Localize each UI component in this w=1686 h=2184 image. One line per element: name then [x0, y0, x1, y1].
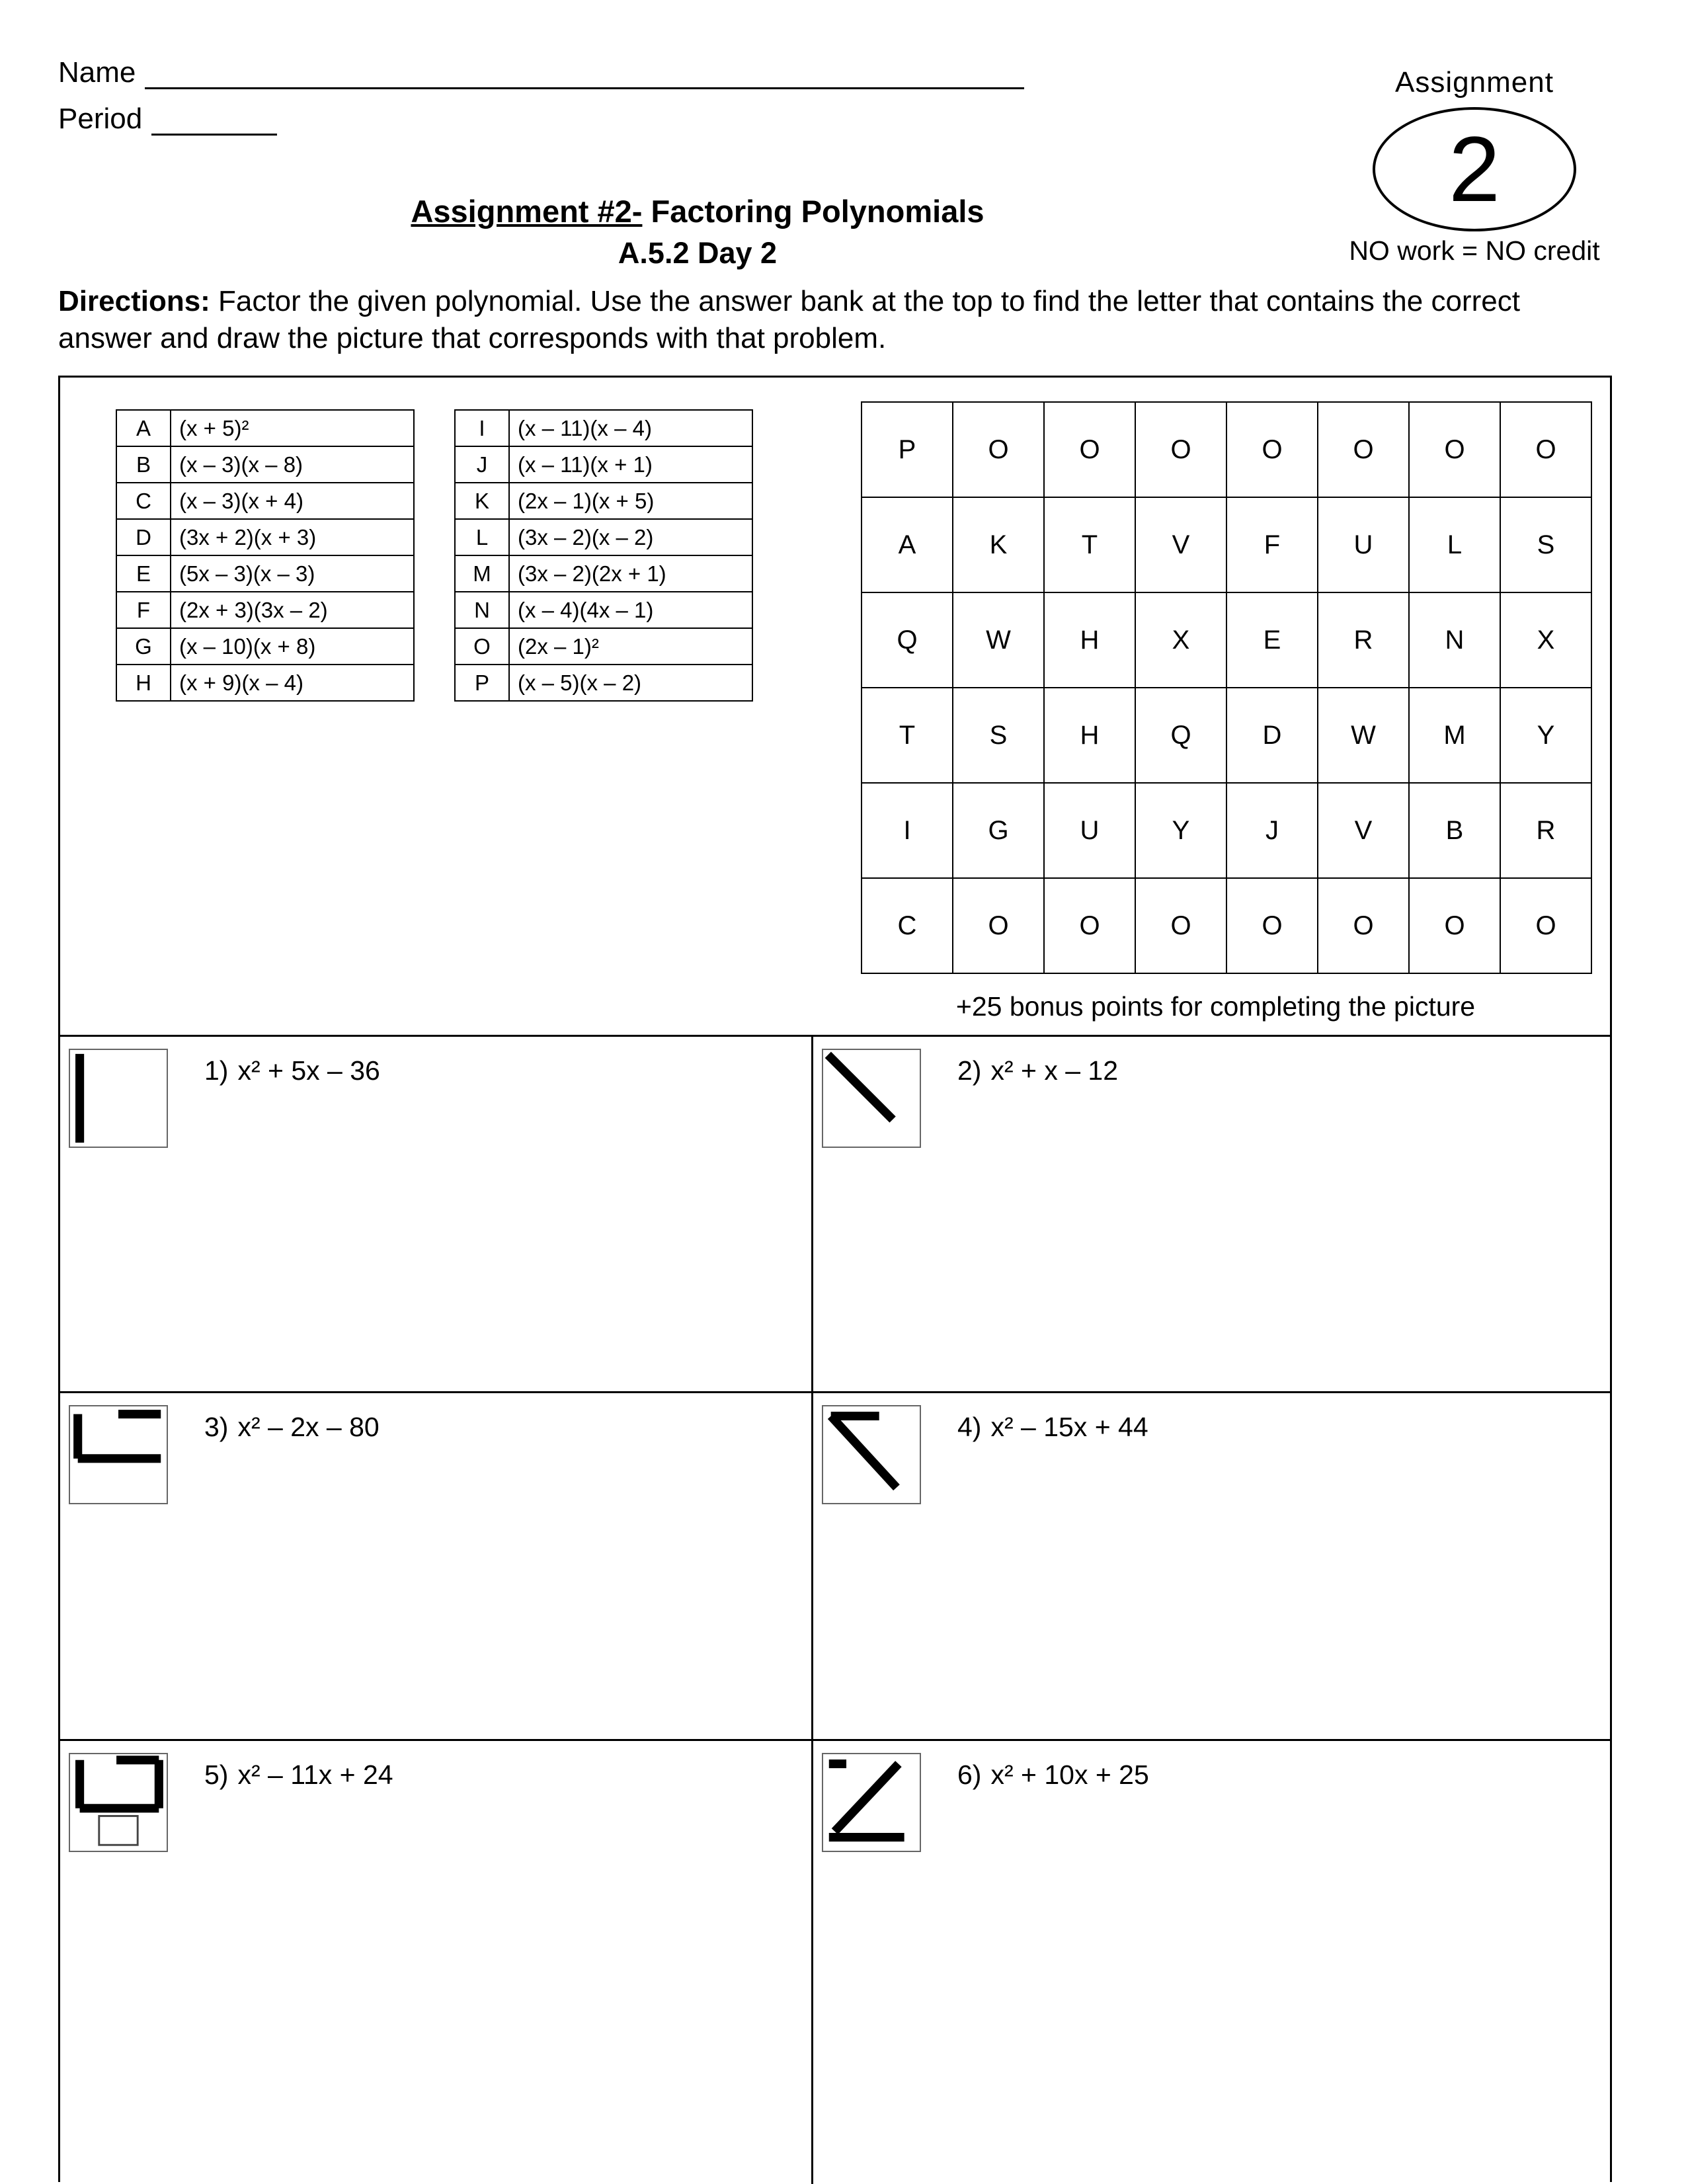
name-blank-line [145, 61, 1024, 89]
assignment-number-oval [1373, 107, 1576, 231]
letter-grid-row [862, 878, 1591, 973]
bank-expression: (x – 3)(x – 8) [171, 446, 414, 483]
bank-expression: (x – 5)(x – 2) [509, 665, 752, 701]
bank-letter: D [116, 519, 171, 555]
letter-grid-cell: O [1409, 402, 1500, 497]
picture-drawing-5 [70, 1754, 167, 1851]
bank-letter: B [116, 446, 171, 483]
letter-grid-cell: O [1135, 402, 1226, 497]
answer-bank-row [116, 410, 414, 446]
letter-grid-cell: U [1044, 783, 1135, 878]
bonus-note: +25 bonus points for completing the picture [955, 991, 1476, 1022]
bank-letter: J [455, 446, 509, 483]
letter-grid-cell: D [1226, 688, 1318, 783]
bank-expression: (x – 11)(x + 1) [509, 446, 752, 483]
picture-box-5 [69, 1753, 168, 1852]
problem-number: 4) [957, 1412, 982, 1442]
letter-grid-cell: V [1318, 783, 1409, 878]
letter-grid-cell: C [862, 878, 953, 973]
bank-letter: N [455, 592, 509, 628]
letter-grid-row [862, 688, 1591, 783]
bank-letter: F [116, 592, 171, 628]
letter-grid-cell: M [1409, 688, 1500, 783]
no-work-note: NO work = NO credit [1349, 235, 1600, 266]
problem-1 [204, 1055, 380, 1086]
letter-grid-row [862, 497, 1591, 592]
letter-grid-cell: O [1226, 878, 1318, 973]
bank-expression: (2x – 1)² [509, 628, 752, 665]
problem-expression: x² – 11x + 24 [237, 1759, 393, 1790]
letter-grid-cell: O [1500, 402, 1591, 497]
letter-grid-cell: O [953, 878, 1044, 973]
bank-expression: (x + 5)² [171, 410, 414, 446]
letter-grid-cell: W [953, 592, 1044, 688]
letter-grid-cell: E [1226, 592, 1318, 688]
problem-number: 6) [957, 1759, 982, 1790]
problem-expression: x² + x – 12 [990, 1055, 1119, 1086]
picture-drawing-3 [70, 1406, 167, 1503]
answer-bank-row [116, 665, 414, 701]
directions [58, 283, 1605, 358]
letter-grid-cell: Q [1135, 688, 1226, 783]
letter-grid-cell: S [953, 688, 1044, 783]
letter-grid-cell: O [1044, 402, 1135, 497]
answer-bank-right [454, 409, 753, 702]
bank-letter: M [455, 555, 509, 592]
letter-grid-cell: X [1500, 592, 1591, 688]
answer-bank-row [455, 555, 752, 592]
answer-bank-row [455, 665, 752, 701]
name-row [58, 56, 1024, 89]
problem-expression: x² – 2x – 80 [237, 1412, 380, 1442]
letter-grid-cell: T [862, 688, 953, 783]
bank-letter: A [116, 410, 171, 446]
picture-drawing-4 [823, 1406, 920, 1503]
letter-grid-cell: B [1409, 783, 1500, 878]
answer-bank-row [455, 592, 752, 628]
letter-grid-cell: H [1044, 592, 1135, 688]
bank-letter: O [455, 628, 509, 665]
answer-bank-row [116, 446, 414, 483]
bank-letter: G [116, 628, 171, 665]
assignment-stamp [1329, 66, 1620, 266]
letter-grid-cell: O [1318, 402, 1409, 497]
problem-2 [957, 1055, 1118, 1086]
letter-grid-cell: V [1135, 497, 1226, 592]
bank-expression: (3x – 2)(x – 2) [509, 519, 752, 555]
answer-bank-row [455, 628, 752, 665]
picture-box-2 [822, 1049, 921, 1148]
directions-label: Directions: [58, 285, 210, 317]
letter-grid-cell: Y [1500, 688, 1591, 783]
letter-grid-cell: R [1500, 783, 1591, 878]
problem-6 [957, 1759, 1149, 1791]
letter-grid-cell: G [953, 783, 1044, 878]
bank-letter: E [116, 555, 171, 592]
letter-grid-cell: K [953, 497, 1044, 592]
letter-grid-cell: Q [862, 592, 953, 688]
problem-number: 2) [957, 1055, 982, 1086]
worksheet-body-box [58, 376, 1612, 2182]
problem-expression: x² + 5x – 36 [237, 1055, 380, 1086]
picture-drawing-2 [823, 1050, 920, 1147]
answer-bank-row [455, 410, 752, 446]
bank-letter: C [116, 483, 171, 519]
period-label: Period [58, 102, 143, 135]
answer-bank-left [116, 409, 415, 702]
problem-cell-3 [60, 1393, 813, 1741]
bank-letter: H [116, 665, 171, 701]
letter-grid-cell: N [1409, 592, 1500, 688]
answer-bank-row [455, 446, 752, 483]
worksheet-subtitle: A.5.2 Day 2 [618, 236, 778, 270]
letter-grid-cell: W [1318, 688, 1409, 783]
letter-grid-row [862, 783, 1591, 878]
answer-bank-row [455, 519, 752, 555]
assignment-number: 2 [1449, 117, 1500, 221]
worksheet-title-block [317, 193, 1078, 270]
period-row [58, 102, 277, 136]
letter-grid-cell: O [1044, 878, 1135, 973]
letter-grid-cell: F [1226, 497, 1318, 592]
assignment-label: Assignment [1395, 66, 1554, 99]
bank-expression: (x – 4)(4x – 1) [509, 592, 752, 628]
problem-cell-2 [813, 1037, 1610, 1393]
problem-expression: x² – 15x + 44 [990, 1412, 1148, 1442]
problem-cell-5 [60, 1741, 813, 2184]
bank-expression: (x – 11)(x – 4) [509, 410, 752, 446]
answer-bank-row [116, 628, 414, 665]
problem-cell-6 [813, 1741, 1610, 2184]
letter-grid-cell: O [1135, 878, 1226, 973]
letter-grid [861, 401, 1592, 974]
bank-expression: (2x – 1)(x + 5) [509, 483, 752, 519]
answer-bank-row [455, 483, 752, 519]
letter-grid-cell: J [1226, 783, 1318, 878]
letter-grid-cell: Y [1135, 783, 1226, 878]
letter-grid-cell: P [862, 402, 953, 497]
answer-bank-row [116, 519, 414, 555]
problem-cell-1 [60, 1037, 813, 1393]
picture-box-6 [822, 1753, 921, 1852]
letter-grid-cell: O [1226, 402, 1318, 497]
picture-box-3 [69, 1405, 168, 1504]
name-label: Name [58, 56, 136, 89]
bank-expression: (2x + 3)(3x – 2) [171, 592, 414, 628]
answer-bank-row [116, 555, 414, 592]
worksheet-title [317, 193, 1078, 229]
answer-bank-row [116, 592, 414, 628]
bank-expression: (x – 3)(x + 4) [171, 483, 414, 519]
problems-grid [60, 1037, 1610, 2184]
bank-expression: (5x – 3)(x – 3) [171, 555, 414, 592]
problem-expression: x² + 10x + 25 [990, 1759, 1149, 1790]
letter-grid-cell: I [862, 783, 953, 878]
letter-grid-cell: O [1318, 878, 1409, 973]
problem-5 [204, 1759, 393, 1791]
bank-expression: (3x + 2)(x + 3) [171, 519, 414, 555]
bank-letter: I [455, 410, 509, 446]
letter-grid-cell: O [953, 402, 1044, 497]
letter-grid-cell: L [1409, 497, 1500, 592]
letter-grid-cell: T [1044, 497, 1135, 592]
picture-drawing-6 [823, 1754, 920, 1851]
bank-expression: (3x – 2)(2x + 1) [509, 555, 752, 592]
letter-grid-row [862, 402, 1591, 497]
picture-box-4 [822, 1405, 921, 1504]
letter-grid-cell: A [862, 497, 953, 592]
letter-grid-cell: O [1409, 878, 1500, 973]
letter-grid-cell: H [1044, 688, 1135, 783]
worksheet-title-underlined: Assignment #2- [411, 194, 643, 229]
problem-number: 1) [204, 1055, 229, 1086]
problem-cell-4 [813, 1393, 1610, 1741]
problem-3 [204, 1412, 380, 1443]
bank-letter: L [455, 519, 509, 555]
letter-grid-row [862, 592, 1591, 688]
letter-grid-cell: X [1135, 592, 1226, 688]
problem-4 [957, 1412, 1148, 1443]
letter-grid-cell: U [1318, 497, 1409, 592]
problem-number: 5) [204, 1759, 229, 1790]
answer-bank-section [60, 378, 1610, 1037]
directions-text: Factor the given polynomial. Use the answer bank at the top to find the letter that contains the correct answer and draw the picture that corresponds with that problem. [58, 285, 1520, 355]
picture-drawing-1 [70, 1050, 167, 1147]
worksheet-title-rest: Factoring Polynomials [642, 194, 984, 229]
letter-grid-cell: O [1500, 878, 1591, 973]
bank-expression: (x + 9)(x – 4) [171, 665, 414, 701]
answer-bank-row [116, 483, 414, 519]
letter-grid-cell: S [1500, 497, 1591, 592]
bank-letter: K [455, 483, 509, 519]
problem-number: 3) [204, 1412, 229, 1442]
picture-box-1 [69, 1049, 168, 1148]
letter-grid-cell: R [1318, 592, 1409, 688]
bank-expression: (x – 10)(x + 8) [171, 628, 414, 665]
bank-letter: P [455, 665, 509, 701]
period-blank-line [151, 107, 277, 136]
